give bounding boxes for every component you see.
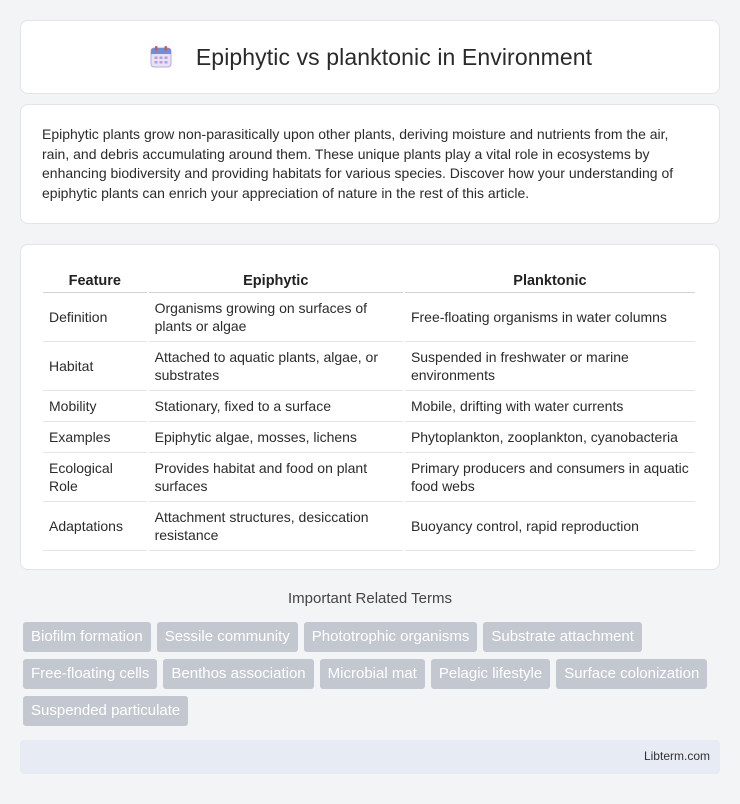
table-row (43, 422, 695, 453)
table-row (43, 391, 695, 422)
footer (20, 740, 720, 774)
tag-substrate-attachment[interactable]: Substrate attachment (483, 622, 642, 652)
tag-benthos-association[interactable]: Benthos association (163, 659, 313, 689)
row-planktonic: Primary producers and consumers in aquatic food webs (405, 453, 695, 502)
row-epiphytic: Provides habitat and food on plant surfaces (149, 453, 403, 502)
row-epiphytic: Stationary, fixed to a surface (149, 391, 403, 422)
row-planktonic: Phytoplankton, zooplankton, cyanobacteria (405, 422, 695, 453)
tag-microbial-mat[interactable]: Microbial mat (320, 659, 425, 689)
table-row (43, 342, 695, 391)
tag-pelagic-lifestyle[interactable]: Pelagic lifestyle (431, 659, 550, 689)
row-planktonic: Suspended in freshwater or marine environments (405, 342, 695, 391)
row-epiphytic: Epiphytic algae, mosses, lichens (149, 422, 403, 453)
intro-text: Epiphytic plants grow non-parasitically upon other plants, deriving moisture and nutrients from the air, rain, and debris accumulating around them. These unique plants play a vital role in ecosystems by enhancing biodiversity and providing habitats for various species. Discover how your understanding of epiphytic plants can enrich your appreciation of nature in the rest of this article. (42, 126, 674, 201)
row-planktonic: Buoyancy control, rapid reproduction (405, 502, 695, 551)
row-epiphytic: Organisms growing on surfaces of plants or algae (149, 293, 403, 342)
table-row (43, 453, 695, 502)
row-feature: Adaptations (43, 502, 147, 551)
row-planktonic: Free-floating organisms in water columns (405, 293, 695, 342)
row-feature: Habitat (43, 342, 147, 391)
tag-surface-colonization[interactable]: Surface colonization (556, 659, 707, 689)
row-epiphytic: Attachment structures, desiccation resistance (149, 502, 403, 551)
related-terms-tags (23, 622, 723, 726)
calendar-icon (148, 44, 174, 70)
header-card (20, 20, 720, 94)
comparison-table (41, 265, 697, 551)
row-feature: Examples (43, 422, 147, 453)
table-row (43, 293, 695, 342)
header-epiphytic: Epiphytic (149, 265, 403, 293)
header-feature: Feature (43, 265, 147, 293)
comparison-card (20, 244, 720, 570)
row-planktonic: Mobile, drifting with water currents (405, 391, 695, 422)
row-feature: Ecological Role (43, 453, 147, 502)
row-feature: Mobility (43, 391, 147, 422)
table-row (43, 502, 695, 551)
page-title: Epiphytic vs planktonic in Environment (195, 43, 593, 70)
tag-biofilm-formation[interactable]: Biofilm formation (23, 622, 151, 652)
related-terms-title: Important Related Terms (288, 590, 452, 607)
header-planktonic: Planktonic (405, 265, 695, 293)
table-header-row (43, 265, 695, 293)
tag-free-floating-cells[interactable]: Free-floating cells (23, 659, 157, 689)
row-feature: Definition (43, 293, 147, 342)
footer-site-link[interactable]: Libterm.com (643, 749, 710, 763)
intro-card (20, 104, 720, 224)
tag-suspended-particulate[interactable]: Suspended particulate (23, 696, 188, 726)
tag-phototrophic-organisms[interactable]: Phototrophic organisms (304, 622, 478, 652)
row-epiphytic: Attached to aquatic plants, algae, or substrates (149, 342, 403, 391)
tag-sessile-community[interactable]: Sessile community (157, 622, 298, 652)
